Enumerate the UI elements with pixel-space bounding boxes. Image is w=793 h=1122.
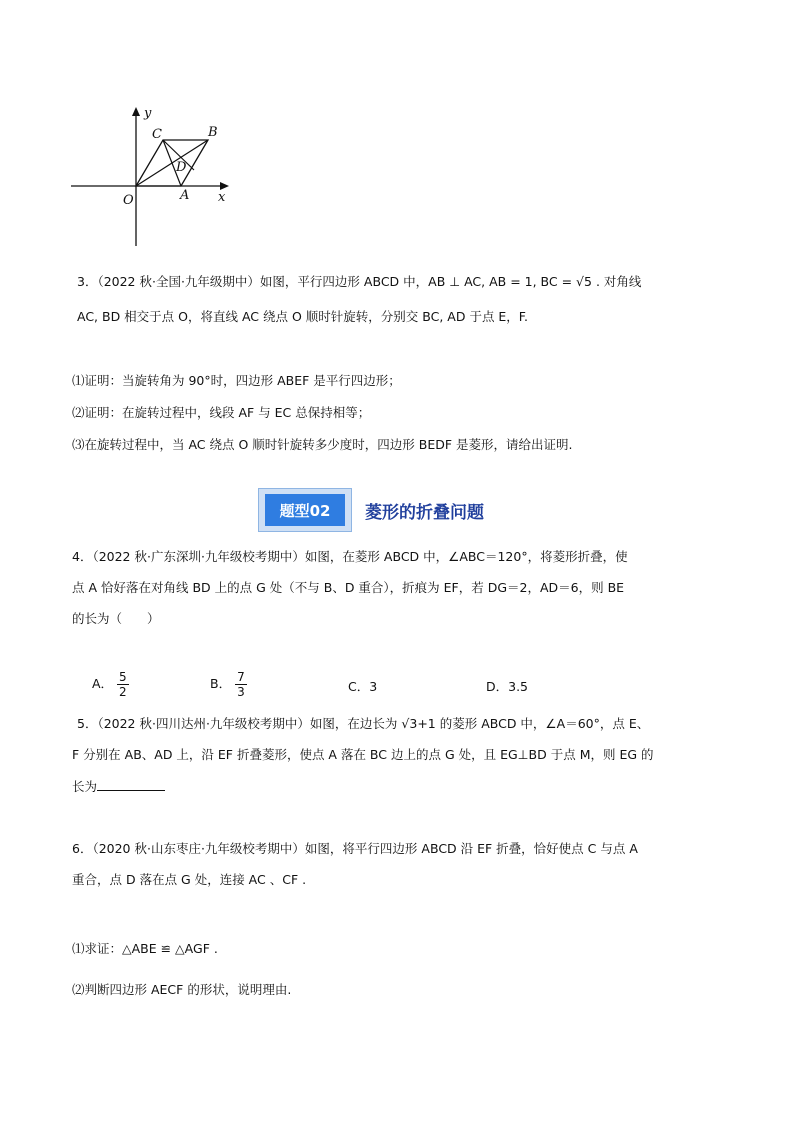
label-x: x (218, 190, 226, 205)
label-o: O (123, 193, 134, 208)
q5-line3-text: 长为 (72, 779, 98, 794)
q3-sub3: ⑶在旋转过程中，当 AC 绕点 O 顺时针旋转多少度时，四边形 BEDF 是菱形，请给出证明. (72, 437, 573, 452)
label-d: D (176, 160, 187, 175)
q4-option-a (92, 670, 129, 699)
q4-option-b (210, 670, 247, 699)
q6-line2: 重合，点 D 落在点 G 处，连接 AC 、CF . (72, 872, 307, 887)
x-axis-arrow (220, 182, 229, 190)
option-b-label: B． (210, 676, 232, 691)
option-a-label: A． (92, 676, 114, 691)
y-axis-arrow (132, 107, 140, 116)
q3-line1: 3．（2022 秋·全国·九年级期中）如图，平行四边形 ABCD 中，AB ⊥ AC, AB = 1, BC = √5 . 对角线 (77, 274, 642, 289)
q6-line1: 6．（2020 秋·山东枣庄·九年级校考期中）如图，将平行四边形 ABCD 沿 EF 折叠，恰好使点 C 与点 A (72, 841, 638, 856)
q3-sub2: ⑵证明：在旋转过程中，线段 AF 与 EC 总保持相等； (72, 405, 371, 420)
option-b-denominator: 3 (237, 685, 245, 699)
q4-option-d: D．3.5 (486, 679, 529, 694)
label-b: B (208, 125, 218, 140)
option-a-fraction (117, 670, 129, 699)
q5-line2: F 分别在 AB、AD 上，沿 EF 折叠菱形，使点 A 落在 BC 边上的点 G 处，且 EG⊥BD 于点 M，则 EG 的 (72, 747, 654, 762)
q4-line2: 点 A 恰好落在对角线 BD 上的点 G 处（不与 B、D 重合），折痕为 EF，若 DG＝2，AD＝6，则 BE (72, 580, 625, 595)
q3-sub1: ⑴证明：当旋转角为 90°时，四边形 ABEF 是平行四边形； (72, 373, 401, 388)
section-title: 菱形的折叠问题 (365, 503, 484, 523)
option-a-denominator: 2 (119, 685, 127, 699)
q5-line3 (72, 777, 165, 796)
section-badge: 题型02 (265, 494, 345, 526)
section-badge-frame (258, 488, 352, 532)
q5-line1: 5．（2022 秋·四川达州·九年级校考期中）如图，在边长为 √3+1 的菱形 ABCD 中，∠A＝60°，点 E、 (77, 716, 650, 731)
label-a: A (180, 188, 190, 203)
label-y: y (144, 106, 152, 121)
q4-option-c: C．3 (348, 679, 378, 694)
q4-line1: 4．（2022 秋·广东深圳·九年级校考期中）如图，在菱形 ABCD 中，∠ABC＝120°，将菱形折叠，使 (72, 549, 628, 564)
label-c: C (152, 127, 162, 142)
option-b-fraction (235, 670, 247, 699)
coordinate-figure (66, 100, 246, 250)
q6-sub2: ⑵判断四边形 AECF 的形状，说明理由. (72, 982, 292, 997)
option-b-numerator: 7 (237, 670, 245, 684)
q5-answer-blank[interactable] (97, 777, 165, 791)
q4-line3: 的长为（ ） (72, 611, 160, 626)
option-a-numerator: 5 (119, 670, 127, 684)
q3-line2: AC, BD 相交于点 O，将直线 AC 绕点 O 顺时针旋转，分别交 BC, AD 于点 E，F. (77, 309, 528, 324)
q6-sub1: ⑴求证：△ABE ≌ △AGF . (72, 941, 218, 956)
